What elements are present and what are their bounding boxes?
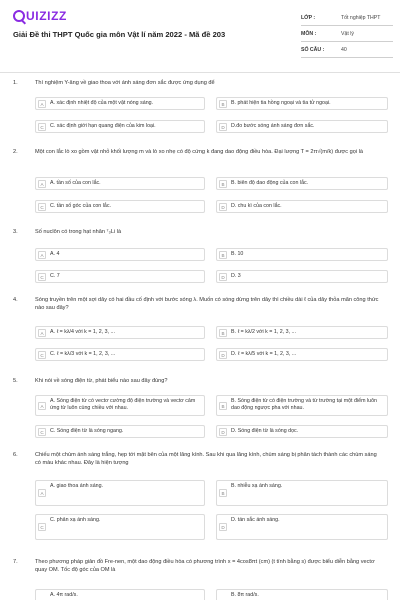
option-c[interactable] <box>35 514 205 540</box>
question-text: Chiếu một chùm ánh sáng trắng, hẹp tới mặt bên của một lăng kính. Sau khi qua lăng kính, chùm sáng bị phân tách thành các chùm sáng có màu khác nhau. Đây là hiện tượng <box>35 452 377 466</box>
option-b[interactable] <box>216 177 388 190</box>
option-b[interactable] <box>216 395 388 416</box>
option-letter: B <box>219 100 227 108</box>
question-number: 1. <box>13 80 18 86</box>
option-letter: C <box>38 123 46 131</box>
question-5 <box>13 378 392 442</box>
question-number: 6. <box>13 452 18 458</box>
option-text: A. 4π rad/s. <box>50 592 78 598</box>
option-text: B. 8π rad/s. <box>231 592 259 598</box>
meta-value: Tốt nghiệp THPT <box>341 14 381 21</box>
option-text: D. tán sắc ánh sáng. <box>231 517 280 523</box>
option-text: B. phát hiện tia hồng ngoại và tia tử ngoại. <box>231 100 331 106</box>
option-letter: B <box>219 180 227 188</box>
option-text: B. ℓ = kλ/2 với k = 1, 2, 3, ... <box>231 329 296 335</box>
question-4 <box>13 297 392 369</box>
option-letter: C <box>38 351 46 359</box>
option-letter: A <box>38 100 46 108</box>
option-text: A. xác định nhiệt độ của một vật nóng sáng. <box>50 100 154 106</box>
question-number: 3. <box>13 229 18 235</box>
question-number: 7. <box>13 559 18 565</box>
option-letter: D <box>219 428 227 436</box>
question-3 <box>13 229 392 287</box>
option-text: D. 3 <box>231 273 241 279</box>
question-text: Theo phương pháp giản đồ Fre-nen, một dao động điều hòa có phương trình x = 4cos8πt (cm) (t tính bằng s) được biểu diễn bằng vectơ quay OM. Tốc độ góc của OM là <box>35 559 375 573</box>
option-letter: D <box>219 203 227 211</box>
meta-value: Vật lý <box>341 30 354 37</box>
option-d[interactable] <box>216 348 388 361</box>
meta-value: 40 <box>341 46 347 53</box>
option-text: B. Sóng điện từ có điện trường và từ trường tại một điểm luôn dao động ngược pha với nhau. <box>231 398 377 411</box>
question-text: Thí nghiệm Y-âng về giao thoa với ánh sáng đơn sắc được ứng dụng để <box>35 80 215 86</box>
question-6 <box>13 452 392 547</box>
worksheet-header <box>0 0 400 66</box>
option-d[interactable] <box>216 120 388 133</box>
option-c[interactable] <box>35 270 205 283</box>
option-text: A. Sóng điện từ có vectơ cường độ điện trường và vectơ cảm ứng từ luôn cùng chiều với nhau. <box>50 398 196 411</box>
question-2 <box>13 149 392 219</box>
logo-q-icon <box>13 10 25 22</box>
option-a[interactable] <box>35 248 205 261</box>
option-c[interactable] <box>35 120 205 133</box>
question-text: Khi nói về sóng điện từ, phát biểu nào sau đây đúng? <box>35 378 168 384</box>
option-text: B. biên độ dao động của con lắc. <box>231 180 309 186</box>
option-text: C. phản xạ ánh sáng. <box>50 517 101 523</box>
option-letter: A <box>38 251 46 259</box>
question-1 <box>13 80 392 140</box>
option-a[interactable] <box>35 177 205 190</box>
meta-row-class <box>301 10 393 26</box>
option-b[interactable] <box>216 248 388 261</box>
option-text: D.đo bước sóng ánh sáng đơn sắc. <box>231 123 315 129</box>
question-text: Số nuclôn có trong hạt nhân ⁷₃Li là <box>35 229 122 235</box>
header-divider <box>0 72 400 73</box>
option-letter: D <box>219 123 227 131</box>
option-letter: C <box>38 273 46 281</box>
option-d[interactable] <box>216 270 388 283</box>
option-text: B. nhiễu xạ ánh sáng. <box>231 483 283 489</box>
meta-label: SỐ CÂU : <box>301 46 325 53</box>
option-letter: A <box>38 329 46 337</box>
option-text: C. ℓ = kλ/3 với k = 1, 2, 3, ... <box>50 351 116 357</box>
logo-text: UIZIZZ <box>26 9 67 23</box>
option-letter: C <box>38 203 46 211</box>
option-c[interactable] <box>35 200 205 213</box>
option-text: C. tần số góc của con lắc. <box>50 203 111 209</box>
page-title: Giải Đề thi THPT Quốc gia môn Vật lí năm 2022 - Mã đề 203 <box>13 30 226 39</box>
meta-label: LỚP : <box>301 14 316 21</box>
option-text: D. ℓ = kλ/5 với k = 1, 2, 3, ... <box>231 351 297 357</box>
option-b[interactable] <box>216 589 388 600</box>
question-number: 4. <box>13 297 18 303</box>
option-c[interactable] <box>35 348 205 361</box>
meta-row-count <box>301 42 393 58</box>
option-text: B. 10 <box>231 251 244 257</box>
option-letter: D <box>219 351 227 359</box>
option-d[interactable] <box>216 425 388 438</box>
option-b[interactable] <box>216 97 388 110</box>
option-text: A. ℓ = kλ/4 với k = 1, 2, 3, ... <box>50 329 115 335</box>
option-a[interactable] <box>35 395 205 416</box>
option-b[interactable] <box>216 480 388 506</box>
option-letter: C <box>38 523 46 531</box>
option-text: A. giao thoa ánh sáng. <box>50 483 104 489</box>
option-text: C. Sóng điện từ là sóng ngang. <box>50 428 124 434</box>
question-text: Một con lắc lò xo gồm vật nhỏ khối lượng m và lò xo nhẹ có độ cứng k đang dao động điều hòa. Đại lượng T = 2π√(m/k) được gọi là <box>35 149 363 155</box>
option-text: D. Sóng điện từ là sóng dọc. <box>231 428 299 434</box>
option-d[interactable] <box>216 514 388 540</box>
option-text: C. 7 <box>50 273 60 279</box>
option-b[interactable] <box>216 326 388 339</box>
question-text: Sóng truyền trên một sợi dây có hai đầu cố định với bước sóng λ. Muốn có sóng dừng trên dây thì chiều dài ℓ của dây thỏa mãn công thức nào sau đây? <box>35 297 379 311</box>
option-letter: D <box>219 523 227 531</box>
option-c[interactable] <box>35 425 205 438</box>
worksheet-meta <box>301 10 393 58</box>
option-a[interactable] <box>35 326 205 339</box>
option-a[interactable] <box>35 589 205 600</box>
question-7 <box>13 559 392 600</box>
option-letter: C <box>38 428 46 436</box>
option-letter: B <box>219 251 227 259</box>
meta-row-subject <box>301 26 393 42</box>
question-number: 5. <box>13 378 18 384</box>
option-text: A. tần số của con lắc. <box>50 180 101 186</box>
option-text: D. chu kì của con lắc. <box>231 203 282 209</box>
option-text: C. xác định giới hạn quang điện của kim loại. <box>50 123 156 129</box>
option-letter: B <box>219 489 227 497</box>
option-a[interactable] <box>35 480 205 506</box>
quizizz-logo <box>13 9 67 23</box>
option-letter: D <box>219 273 227 281</box>
option-text: A. 4 <box>50 251 60 257</box>
option-letter: A <box>38 489 46 497</box>
option-letter: B <box>219 329 227 337</box>
option-letter: B <box>219 402 227 410</box>
option-letter: A <box>38 180 46 188</box>
meta-label: MÔN : <box>301 30 317 37</box>
question-number: 2. <box>13 149 18 155</box>
option-a[interactable] <box>35 97 205 110</box>
option-d[interactable] <box>216 200 388 213</box>
option-letter: A <box>38 402 46 410</box>
